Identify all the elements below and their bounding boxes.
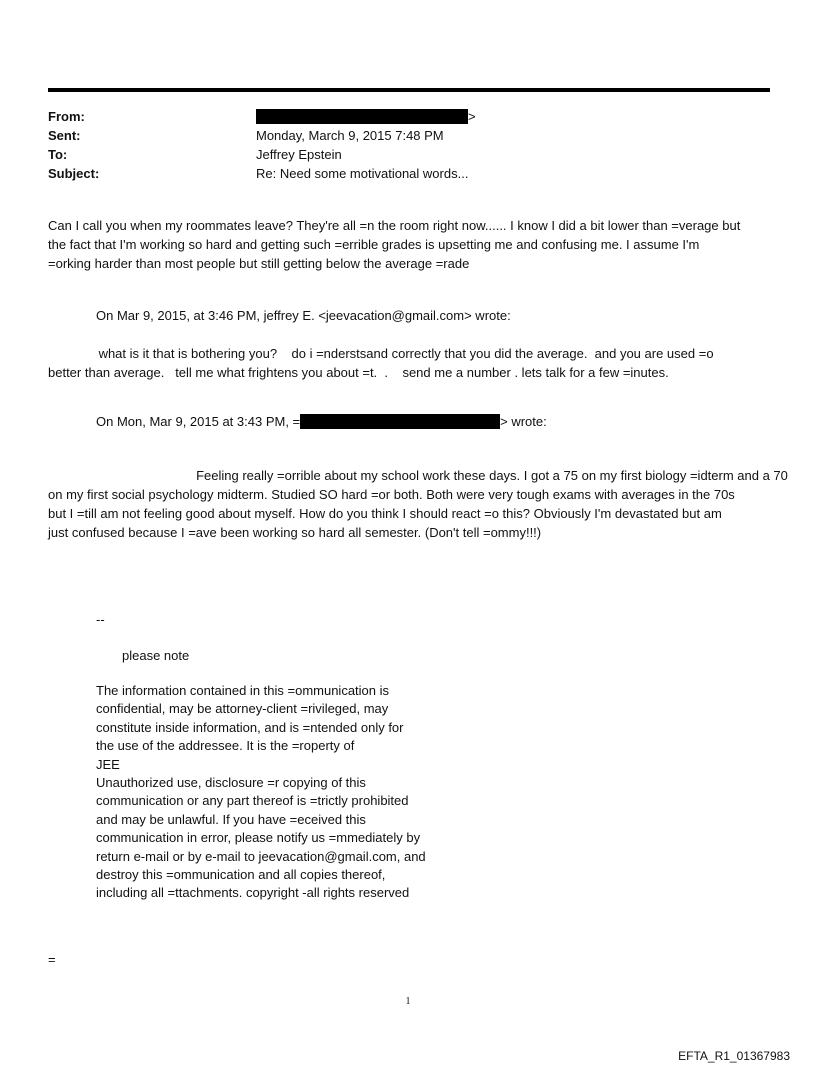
body-line: Can I call you when my roommates leave? They're all =n the room right now...... I know I did a bit lower than =verage but xyxy=(48,218,741,233)
disclaimer-line: communication in error, please notify us =mmediately by xyxy=(96,830,421,846)
sent-label: Sent: xyxy=(48,128,81,143)
quote2-line: just confused because I =ave been working so hard all semester. (Don't tell =ommy!!!) xyxy=(48,525,542,540)
message-body xyxy=(48,216,740,273)
to-label: To: xyxy=(48,147,68,162)
from-row xyxy=(48,107,768,126)
from-value xyxy=(256,107,476,126)
redaction-block xyxy=(300,414,500,429)
disclaimer-line: confidential, may be attorney-client =rivileged, may xyxy=(96,701,389,717)
disclaimer-line: including all =ttachments. copyright -all rights reserved xyxy=(96,885,410,901)
quote2-line: Feeling really =orrible about my school work these days. I got a 75 on my first biology =idterm and a 70 xyxy=(48,468,788,483)
confidentiality-disclaimer xyxy=(96,682,426,903)
disclaimer-line: constitute inside information, and is =ntended only for xyxy=(96,719,404,735)
redaction-block xyxy=(256,109,468,124)
quote2-line: on my first social psychology midterm. Studied SO hard =or both. Both were very tough exams with averages in the 70s xyxy=(48,487,735,502)
trailing-equals: = xyxy=(48,952,56,967)
quote1-header: On Mar 9, 2015, at 3:46 PM, jeffrey E. <jeevacation@gmail.com> wrote: xyxy=(96,308,511,323)
disclaimer-line: destroy this =ommunication and all copies thereof, xyxy=(96,867,386,883)
subject-label: Subject: xyxy=(48,166,100,181)
sent-value: Monday, March 9, 2015 7:48 PM xyxy=(256,128,444,143)
disclaimer-line: JEE xyxy=(96,756,120,772)
quote2-line: but I =till am not feeling good about myself. How do you think I should react =o this? Obviously I'm devastated but am xyxy=(48,506,722,521)
sent-row xyxy=(48,126,768,145)
header-rule xyxy=(48,88,770,92)
to-value: Jeffrey Epstein xyxy=(256,147,342,162)
email-header xyxy=(48,107,768,183)
disclaimer-line: The information contained in this =ommunication is xyxy=(96,683,390,698)
quote2-header-suffix: > wrote: xyxy=(500,414,547,429)
to-row xyxy=(48,145,768,164)
quote2-header-prefix: On Mon, Mar 9, 2015 at 3:43 PM, = xyxy=(96,414,301,429)
body-line: the fact that I'm working so hard and getting such =errible grades is upsetting me and confusing me. I assume I'm xyxy=(48,237,700,252)
quote2-header xyxy=(96,412,547,431)
quote1-line: better than average. tell me what frightens you about =t. . send me a number . lets talk for a few =inutes. xyxy=(48,365,669,380)
disclaimer-line: the use of the addressee. It is the =roperty of xyxy=(96,738,355,754)
quote1-body xyxy=(48,344,714,382)
from-suffix: > xyxy=(468,109,476,124)
bates-number: EFTA_R1_01367983 xyxy=(678,1049,790,1063)
disclaimer-line: and may be unlawful. If you have =eceived this xyxy=(96,811,366,827)
body-line: =orking harder than most people but still getting below the average =rade xyxy=(48,256,470,271)
signature-separator: -- xyxy=(96,612,105,627)
quote1-line: what is it that is bothering you? do i =nderstsand correctly that you did the average. and you are used =o xyxy=(48,346,714,361)
quote2-body xyxy=(48,466,788,542)
signature-note: please note xyxy=(122,648,190,663)
subject-value: Re: Need some motivational words... xyxy=(256,166,469,181)
disclaimer-line: communication or any part thereof is =trictly prohibited xyxy=(96,793,409,809)
from-label: From: xyxy=(48,109,85,124)
subject-row xyxy=(48,164,768,183)
disclaimer-line: return e-mail or by e-mail to jeevacation@gmail.com, and xyxy=(96,848,426,864)
page-number: 1 xyxy=(405,996,411,1007)
disclaimer-line: Unauthorized use, disclosure =r copying of this xyxy=(96,775,366,791)
